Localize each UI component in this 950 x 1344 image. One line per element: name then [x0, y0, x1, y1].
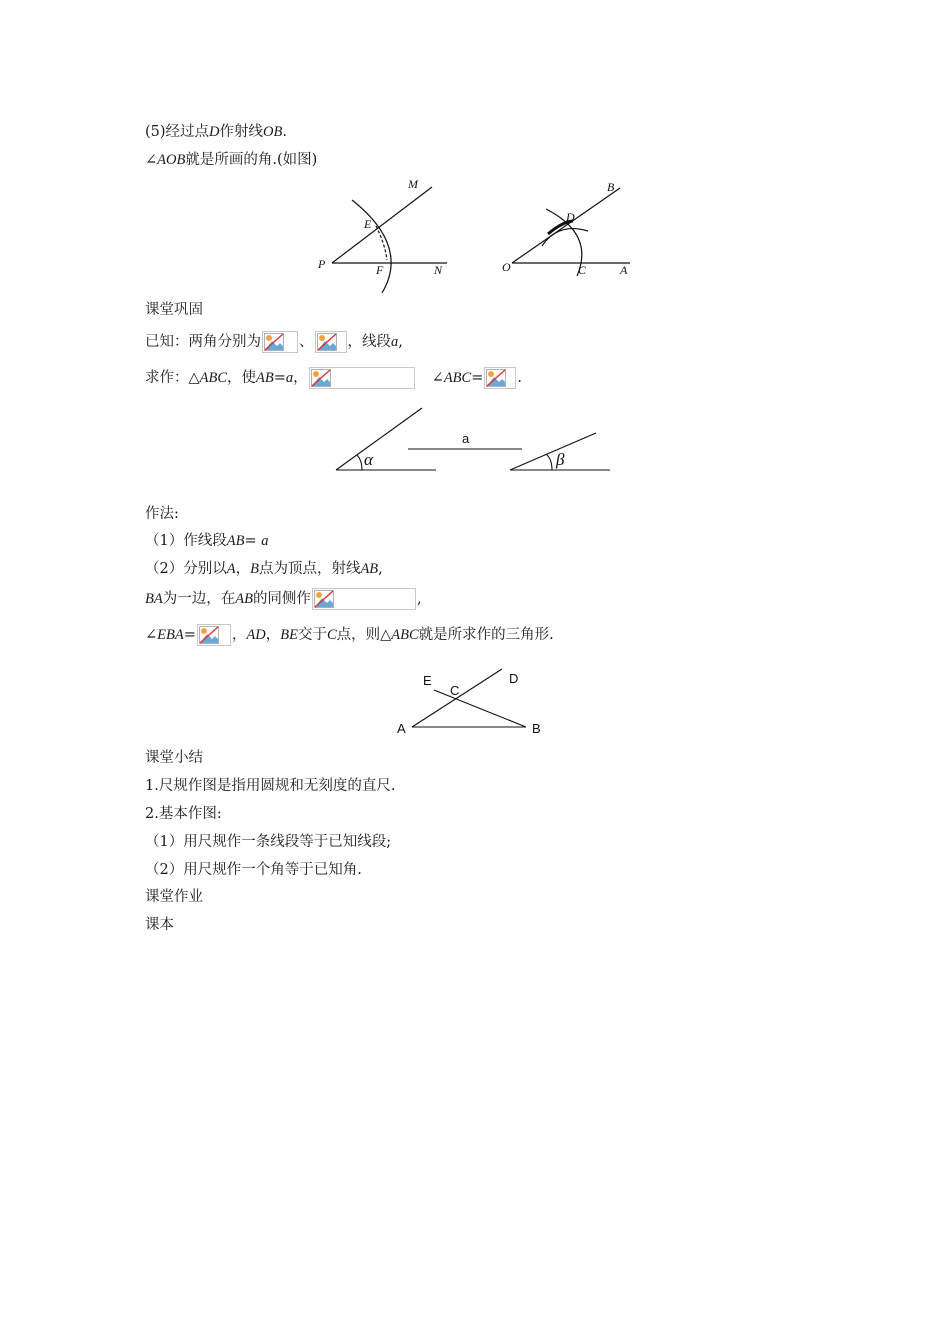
- label-p: P: [318, 257, 326, 271]
- label-n: N: [434, 263, 443, 277]
- label-e: E: [423, 673, 432, 688]
- homework-text: 课本: [145, 917, 174, 933]
- label-d: D: [509, 671, 519, 686]
- beta-arc: [546, 454, 552, 470]
- summary-item-3: （1）用尺规作一条线段等于已知线段;: [145, 834, 392, 850]
- label-segment-a: a: [462, 431, 470, 446]
- label-c: C: [578, 263, 587, 277]
- homework-heading: 课堂作业: [145, 889, 203, 905]
- label-e: E: [364, 217, 372, 231]
- arc-cd: [546, 209, 582, 276]
- label-alpha: α: [364, 450, 373, 469]
- image-placeholder-icon: [197, 624, 231, 646]
- summary-heading: 课堂小结: [145, 750, 203, 766]
- angle-construction-figure: [310, 176, 650, 296]
- ray-be: [434, 690, 526, 727]
- method-step4: ∠EBA= ，AD，BE交于C点，则△ABC就是所求作的三角形.: [145, 624, 554, 646]
- label-m: M: [408, 177, 418, 191]
- image-placeholder-icon: [312, 588, 416, 610]
- label-b: B: [532, 721, 541, 736]
- method-step2: （2）分别以A，B点为顶点，射线AB,: [145, 561, 383, 577]
- label-beta: β: [556, 450, 565, 469]
- label-o: O: [502, 260, 511, 274]
- triangle-figure: [392, 664, 552, 740]
- image-placeholder-icon: [262, 331, 298, 353]
- arc-d: [542, 229, 588, 246]
- ray-pm: [332, 187, 432, 263]
- method-step3: BA为一边，在AB的同侧作 ,: [145, 588, 422, 610]
- step5-line: (5)经过点D作射线OB.: [145, 124, 287, 140]
- method-heading: 作法:: [145, 506, 179, 522]
- known-line: 已知：两角分别为 、 ，线段a,: [145, 331, 403, 353]
- method-step1: （1）作线段AB= a: [145, 533, 269, 549]
- label-b: B: [607, 180, 615, 194]
- summary-item-4: （2）用尺规作一个角等于已知角.: [145, 862, 362, 878]
- alpha-arc: [357, 455, 362, 470]
- alpha-side: [336, 408, 422, 470]
- label-a: A: [620, 263, 628, 277]
- summary-item-1: 1.尺规作图是指用圆规和无刻度的直尺.: [145, 778, 396, 794]
- beta-side: [510, 433, 596, 470]
- label-f: F: [376, 263, 384, 277]
- label-c: C: [450, 683, 460, 698]
- summary-item-2: 2.基本作图:: [145, 806, 222, 822]
- label-d: D: [566, 210, 575, 224]
- aob-line: ∠AOB就是所画的角.(如图): [145, 152, 318, 168]
- image-placeholder-icon: [309, 367, 415, 389]
- label-a: A: [397, 721, 406, 736]
- construct-line: 求作：△ABC，使AB=a， ∠ABC= .: [145, 367, 522, 389]
- image-placeholder-icon: [315, 331, 347, 353]
- arc-ef: [352, 200, 391, 293]
- ray-ob: [512, 188, 620, 263]
- image-placeholder-icon: [484, 367, 516, 389]
- consolidate-heading: 课堂巩固: [145, 302, 203, 318]
- given-elements-figure: [330, 402, 620, 478]
